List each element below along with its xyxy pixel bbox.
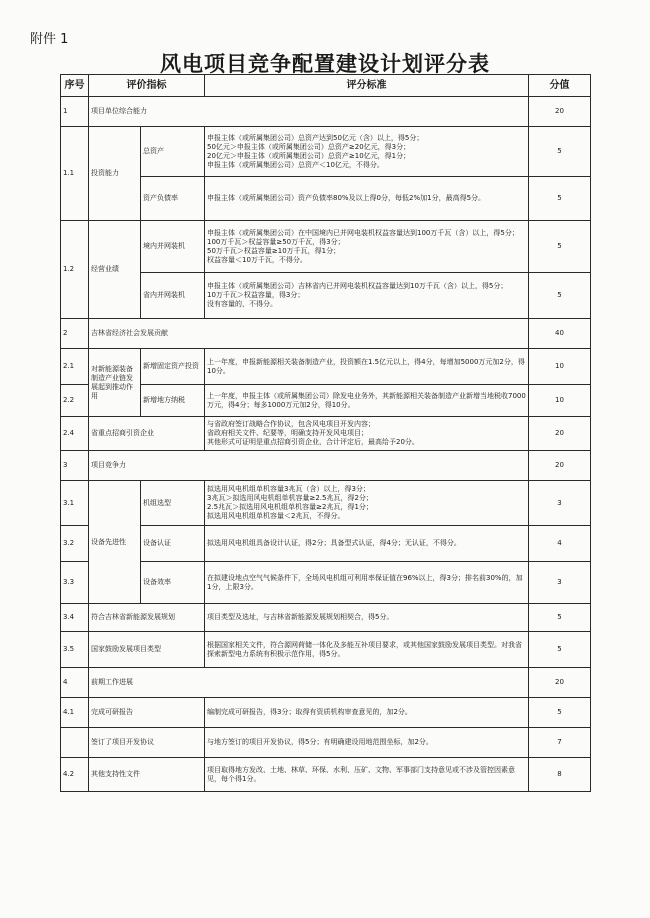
score-value: 3 — [529, 481, 591, 526]
row-number: 1.1 — [61, 127, 89, 221]
section-title: 项目单位综合能力 — [89, 97, 529, 127]
criteria: 项目取得地方发改、土地、林草、环保、水利、压矿、文物、军事部门支持意见或不涉及管控因素意见，每个得1分。 — [205, 758, 529, 792]
indicator: 符合吉林省新能源发展规划 — [89, 604, 205, 632]
score-value: 5 — [529, 221, 591, 273]
sub-indicator: 新增固定资产投资 — [141, 349, 205, 385]
score-value: 5 — [529, 177, 591, 221]
row-number: 2.1 — [61, 349, 89, 385]
indicator: 签订了项目开发协议 — [89, 728, 205, 758]
table-row — [61, 349, 591, 385]
table-row — [61, 698, 591, 728]
table-row — [61, 728, 591, 758]
score-value: 5 — [529, 632, 591, 668]
sub-indicator: 机组选型 — [141, 481, 205, 526]
criteria: 上一年度，申报主体（或所属集团公司）除发电业务外，其新能源相关装备制造产业新增当地税收7000万元，得4分；每多1000万元加2分，得10分。 — [205, 385, 529, 417]
score-value: 10 — [529, 385, 591, 417]
row-number: 4.1 — [61, 698, 89, 728]
row-number: 3.5 — [61, 632, 89, 668]
sub-indicator: 总资产 — [141, 127, 205, 177]
criteria: 申报主体（或所属集团公司）在中国境内已并网电装机权益容量达到100万千瓦（含）以上，得5分； 100万千瓦＞权益容量≥50万千瓦，得3分； 50万千瓦＞权益容量≥10万千瓦，得1分； 权益容量＜10万千瓦，不得分。 — [205, 221, 529, 273]
criteria: 项目类型及选址，与吉林省新能源发展规划相契合，得5分。 — [205, 604, 529, 632]
row-number: 3.3 — [61, 562, 89, 604]
score-value: 10 — [529, 349, 591, 385]
section-row — [61, 451, 591, 481]
indicator-category: 投资能力 — [89, 127, 141, 221]
row-number: 3.2 — [61, 526, 89, 562]
score-value: 20 — [529, 417, 591, 451]
criteria: 申报主体（或所属集团公司）资产负债率80%及以上得0分，每低2%加1分，最高得5分。 — [205, 177, 529, 221]
score-value: 3 — [529, 562, 591, 604]
sub-indicator: 省内并网装机 — [141, 273, 205, 319]
table-row — [61, 177, 591, 221]
criteria: 申报主体（或所属集团公司）总资产达到50亿元（含）以上，得5分； 50亿元＞申报主体（或所属集团公司）总资产≥20亿元，得3分； 20亿元＞申报主体（或所属集团公司）总资产≥10亿元，得1分； 申报主体（或所属集团公司）总资产＜10亿元，不得分。 — [205, 127, 529, 177]
score-value: 5 — [529, 127, 591, 177]
row-number: 1.2 — [61, 221, 89, 319]
table-row — [61, 127, 591, 177]
criteria: 在拟建设地点空气气候条件下，全场风电机组可利用率保证值在96%以上，得3分；排名前30%的，加1分，上限3分。 — [205, 562, 529, 604]
score-value: 5 — [529, 604, 591, 632]
table-header-row — [61, 75, 591, 97]
criteria: 申报主体（或所属集团公司）吉林省内已并网电装机权益容量达到10万千瓦（含）以上，得5分； 10万千瓦＞权益容量，得3分； 没有容量的，不得分。 — [205, 273, 529, 319]
section-title: 前期工作进展 — [89, 668, 529, 698]
col-score: 分值 — [529, 75, 591, 97]
indicator: 其他支持性文件 — [89, 758, 205, 792]
indicator: 国家鼓励发展项目类型 — [89, 632, 205, 668]
page-title: 风电项目竞争配置建设计划评分表 — [160, 52, 490, 76]
score-value: 5 — [529, 273, 591, 319]
criteria: 拟选用风电机组单机容量3兆瓦（含）以上，得3分； 3兆瓦＞拟选用风电机组单机容量≥2.5兆瓦，得2分； 2.5兆瓦＞拟选用风电机组单机容量≥2兆瓦，得1分； 拟选用风电机组单机容量＜2兆瓦，不得分。 — [205, 481, 529, 526]
row-number: 3.1 — [61, 481, 89, 526]
score-value: 5 — [529, 698, 591, 728]
section-number: 4 — [61, 668, 89, 698]
table-row — [61, 758, 591, 792]
section-number: 3 — [61, 451, 89, 481]
col-indicator: 评价指标 — [89, 75, 205, 97]
criteria: 与省政府签订战略合作协议，包含风电项目开发内容； 省政府相关文件、纪要等，明确支持开发风电项目； 其他形式可证明是重点招商引资企业，合计评定后，最高给予20分。 — [205, 417, 529, 451]
sub-indicator: 设备认证 — [141, 526, 205, 562]
table-row — [61, 481, 591, 526]
criteria: 上一年度，申报新能源相关装备制造产业，投资额在1.5亿元以上，得4分，每增加5000万元加2分，得10分。 — [205, 349, 529, 385]
indicator-category: 对新能源装备制造产业链发展起到推动作用 — [89, 349, 141, 417]
table-row — [61, 632, 591, 668]
col-seq: 序号 — [61, 75, 89, 97]
section-title: 项目竞争力 — [89, 451, 529, 481]
row-number — [61, 728, 89, 758]
sub-indicator: 设备效率 — [141, 562, 205, 604]
table-row — [61, 221, 591, 273]
section-row — [61, 668, 591, 698]
section-number: 2 — [61, 319, 89, 349]
indicator-category: 设备先进性 — [89, 481, 141, 604]
sub-indicator: 资产负债率 — [141, 177, 205, 221]
row-number: 2.2 — [61, 385, 89, 417]
section-score: 20 — [529, 97, 591, 127]
section-title: 吉林省经济社会发展贡献 — [89, 319, 529, 349]
section-score: 40 — [529, 319, 591, 349]
row-number: 3.4 — [61, 604, 89, 632]
criteria: 与地方签订的项目开发协议，得5分；有明确建设用地范围坐标，加2分。 — [205, 728, 529, 758]
table-row — [61, 417, 591, 451]
criteria: 编制完成可研报告，得3分；取得有资质机构审查意见的，加2分。 — [205, 698, 529, 728]
table-row — [61, 526, 591, 562]
section-score: 20 — [529, 668, 591, 698]
section-row — [61, 319, 591, 349]
row-number: 2.4 — [61, 417, 89, 451]
row-number: 4.2 — [61, 758, 89, 792]
indicator-category: 经营业绩 — [89, 221, 141, 319]
score-table — [60, 74, 591, 792]
section-number: 1 — [61, 97, 89, 127]
col-criteria: 评分标准 — [205, 75, 529, 97]
sub-indicator: 境内并网装机 — [141, 221, 205, 273]
indicator: 完成可研报告 — [89, 698, 205, 728]
attachment-label: 附件 1 — [30, 32, 69, 47]
table-row — [61, 273, 591, 319]
section-score: 20 — [529, 451, 591, 481]
score-value: 7 — [529, 728, 591, 758]
table-row — [61, 604, 591, 632]
table-row — [61, 562, 591, 604]
criteria: 根据国家相关文件，符合源网荷储一体化及多能互补项目要求，或其他国家鼓励发展项目类型。对我省探索新型电力系统有积极示范作用，得5分。 — [205, 632, 529, 668]
score-value: 4 — [529, 526, 591, 562]
score-value: 8 — [529, 758, 591, 792]
indicator: 省重点招商引资企业 — [89, 417, 205, 451]
sub-indicator: 新增地方纳税 — [141, 385, 205, 417]
table-row — [61, 385, 591, 417]
section-row — [61, 97, 591, 127]
criteria: 拟选用风电机组具备设计认证，得2分；具备型式认证，得4分；无认证，不得分。 — [205, 526, 529, 562]
